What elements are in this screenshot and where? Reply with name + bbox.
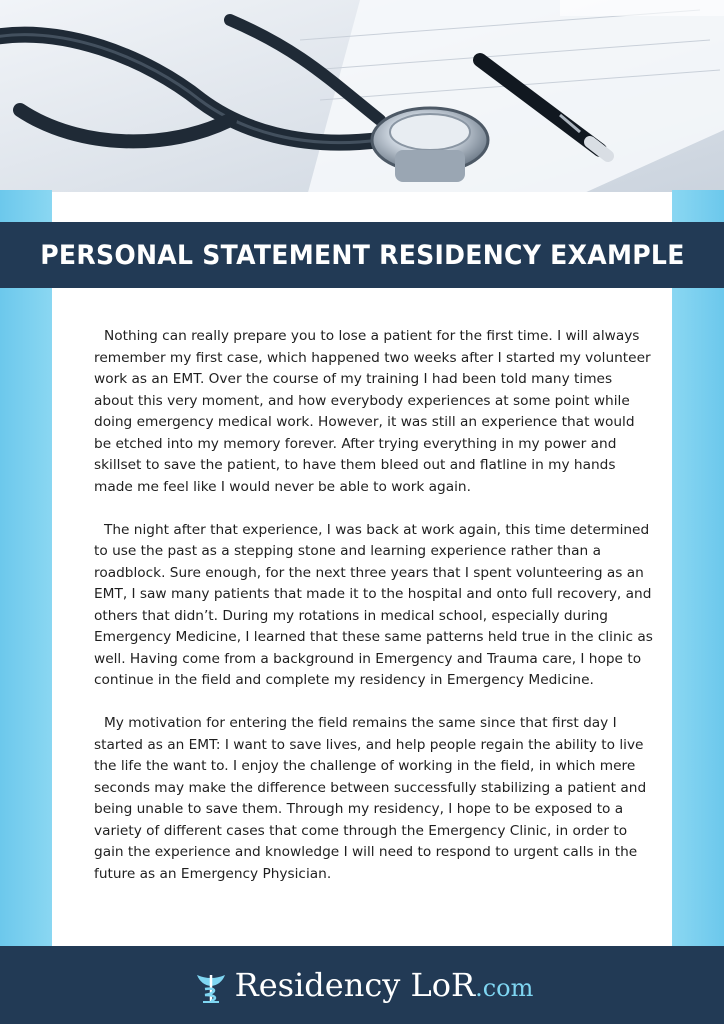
title-banner [0, 222, 724, 288]
statement-body [94, 326, 654, 907]
paragraph: The night after that experience, I was back at work again, this time determined to use the past as a stepping stone and learning experience rather than a roadblock. Sure enough, for the next three years that I spent volunteering as an EMT, I saw many patients that made it to the hospital and onto full recovery, and others that didn’t. During my rotations in medical school, especially during Emergency Medicine, I learned that these same patterns held true in the clinic as well. Having come from a background in Emergency and Trauma care, I hope to continue in the field and complete my residency in Emergency Medicine. [94, 521, 653, 688]
paragraph: Nothing can really prepare you to lose a patient for the first time. I will always remember my first case, which happened two weeks after I started my volunteer work as an EMT. Over the course of my training I had been told many times about this very moment, and how everybody experiences at some point while doing emergency medical work. However, it was still an experience that would be etched into my memory forever. After trying everything in my power and skillset to save the patient, to have them bleed out and flatline in my hands made me feel like I would never be able to work again. [94, 328, 651, 495]
page-title: PERSONAL STATEMENT RESIDENCY EXAMPLE [39, 239, 685, 271]
paragraph: My motivation for entering the field remains the same since that first day I started as an EMT: I want to save lives, and help people regain the ability to live the life the want to. I enjoy the challenge of working in the field, in which mere seconds may make the difference between successfully stabilizing a patient and being unable to save them. Through my residency, I hope to be exposed to a variety of different cases that come through the Emergency Clinic, in order to gain the experience and knowledge I will need to respond to urgent calls in the future as an Emergency Physician. [94, 715, 647, 882]
logo-wordmark [235, 966, 534, 1004]
left-side-panel [0, 190, 52, 1024]
logo-brand: Residency LoR [234, 966, 476, 1004]
stethoscope-header-image [0, 0, 724, 222]
right-side-panel [672, 190, 724, 1024]
site-logo[interactable] [191, 965, 534, 1005]
footer-banner [0, 946, 724, 1024]
caduceus-cup-icon [191, 965, 231, 1005]
stethoscope-photo [0, 0, 724, 222]
logo-domain: .com [475, 974, 534, 1002]
